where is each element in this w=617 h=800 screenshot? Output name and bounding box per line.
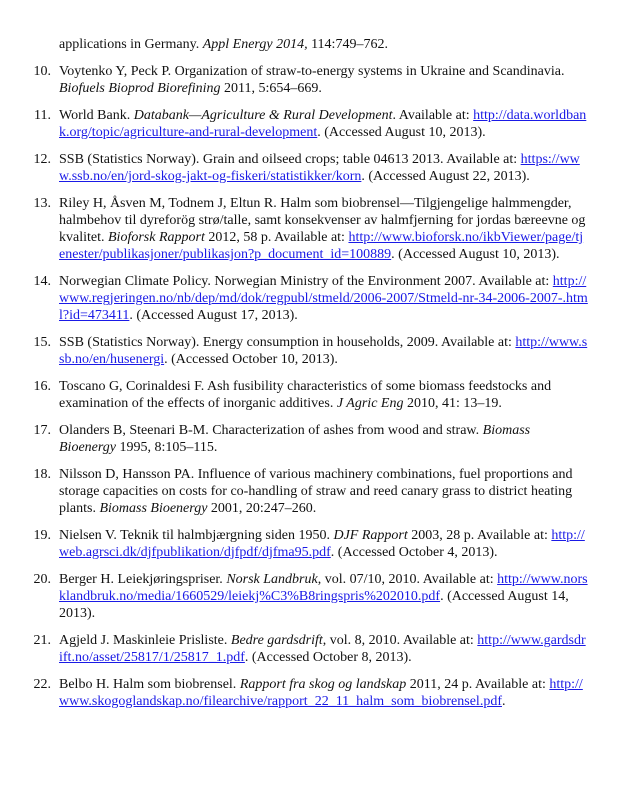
reference-accessed: . (Accessed August 10, 2013).: [317, 125, 486, 140]
reference-body: [59, 632, 589, 666]
reference-authors-title: World Bank.: [59, 108, 134, 123]
reference-body: [59, 571, 589, 622]
reference-body: [59, 107, 589, 141]
reference-number: 13.: [33, 196, 51, 211]
reference-link[interactable]: http://www.gardsdrift.no/asset/25817/1/25817_1.pdf: [59, 633, 586, 665]
reference-body: [59, 378, 589, 412]
reference-details: . Available at:: [392, 108, 474, 123]
reference-number: 16.: [33, 379, 51, 394]
reference-details: 2011, 5:654–669.: [220, 81, 322, 96]
reference-item: [0, 107, 617, 141]
reference-number: 11.: [34, 108, 51, 123]
reference-item: [0, 422, 617, 456]
reference-source: Bedre gardsdrift: [230, 633, 323, 648]
reference-source: Biomass Bioenergy: [99, 501, 208, 516]
reference-number: 10.: [33, 64, 51, 79]
reference-source: J Agric Eng: [336, 396, 404, 411]
reference-details: 1995, 8:105–115.: [116, 440, 218, 455]
reference-item: [0, 676, 617, 710]
reference-authors-title: Berger H. Leiekjøringspriser.: [59, 572, 227, 587]
reference-body: [59, 527, 589, 561]
reference-number: 19.: [33, 528, 51, 543]
reference-item: [0, 378, 617, 412]
reference-authors-title: Agjeld J. Maskinleie Prisliste.: [59, 633, 231, 648]
reference-body: [59, 422, 589, 456]
reference-authors-title: Nielsen V. Teknik til halmbjærgning siden 1950.: [59, 528, 334, 543]
reference-accessed: . (Accessed August 14, 2013).: [59, 589, 569, 621]
reference-details: 2003, 28 p. Available at:: [407, 528, 552, 543]
reference-body: [59, 63, 589, 97]
reference-accessed: . (Accessed August 17, 2013).: [129, 308, 298, 323]
reference-body: [59, 334, 589, 368]
reference-number: 17.: [33, 423, 51, 438]
reference-details: 2012, 58 p. Available at:: [204, 230, 349, 245]
reference-authors-title: Voytenko Y, Peck P. Organization of straw-to-energy systems in Ukraine and Scandinavia.: [59, 64, 565, 79]
reference-details: 2011, 24 p. Available at:: [406, 677, 550, 692]
continuation-journal: Appl Energy 2014,: [202, 37, 308, 52]
continuation-text: applications in Germany.: [59, 37, 203, 52]
reference-link[interactable]: http://web.agrsci.dk/djfpublikation/djfpdf/djfma95.pdf: [59, 528, 585, 560]
reference-authors-title: Norwegian Climate Policy. Norwegian Ministry of the Environment 2007. Available at:: [59, 274, 553, 289]
reference-link[interactable]: http://www.norsklandbruk.no/media/1660529/leiekj%C3%B8ringspris%202010.pdf: [59, 572, 588, 604]
reference-item: [0, 571, 617, 622]
reference-body: [59, 195, 589, 263]
reference-link[interactable]: http://www.ssb.no/en/husenergi: [59, 335, 588, 367]
reference-number: 21.: [33, 633, 51, 648]
reference-source: DJF Rapport: [333, 528, 408, 543]
reference-accessed: . (Accessed August 10, 2013).: [391, 247, 560, 262]
reference-item: [0, 466, 617, 517]
reference-continuation: [59, 36, 617, 53]
reference-number: 15.: [33, 335, 51, 350]
reference-item: [0, 63, 617, 97]
reference-accessed: . (Accessed August 22, 2013).: [361, 169, 530, 184]
references: [0, 63, 617, 710]
reference-source: Databank—Agriculture & Rural Development: [133, 108, 393, 123]
reference-body: [59, 466, 589, 517]
reference-details: , vol. 8, 2010. Available at:: [322, 633, 478, 648]
reference-source: Biomass Bioenergy: [59, 423, 531, 455]
reference-source: Rapport fra skog og landskap: [239, 677, 407, 692]
reference-link[interactable]: http://www.bioforsk.no/ikbViewer/page/tjenester/publikasjoner/publikasjon?p_document_id=100889: [59, 230, 584, 262]
reference-list: [0, 36, 617, 720]
reference-number: 12.: [33, 152, 51, 167]
reference-accessed: . (Accessed October 4, 2013).: [330, 545, 498, 560]
reference-item: [0, 527, 617, 561]
reference-authors-title: Olanders B, Steenari B-M. Characterization of ashes from wood and straw.: [59, 423, 483, 438]
continuation-rest: 114:749–762.: [307, 37, 388, 52]
reference-number: 18.: [33, 467, 51, 482]
reference-source: Norsk Landbruk: [226, 572, 318, 587]
reference-authors-title: Belbo H. Halm som biobrensel.: [59, 677, 240, 692]
reference-authors-title: Riley H, Åsven M, Todnem J, Eltun R. Halm som biobrensel—Tilgjengelige halmmengder, halmbehov til dyreforög strø/talle, samt konsekvenser av halmfjerning for jordas bæreevne og kvalitet.: [59, 196, 586, 245]
reference-item: [0, 334, 617, 368]
reference-source: Bioforsk Rapport: [108, 230, 205, 245]
reference-authors-title: Toscano G, Corinaldesi F. Ash fusibility characteristics of some biomass feedstocks and examination of the effects of inorganic additives.: [59, 379, 552, 411]
reference-number: 20.: [33, 572, 51, 587]
reference-authors-title: Nilsson D, Hansson PA. Influence of various machinery combinations, fuel proportions and storage capacities on costs for co-handling of straw and reed canary grass to district heating plants.: [59, 467, 573, 516]
reference-link[interactable]: http://www.skogoglandskap.no/filearchive/rapport_22_11_halm_som_biobrensel.pdf: [59, 677, 583, 709]
reference-accessed: . (Accessed October 8, 2013).: [244, 650, 412, 665]
reference-accessed: .: [501, 694, 506, 709]
reference-item: [0, 195, 617, 263]
reference-number: 22.: [33, 677, 51, 692]
reference-link[interactable]: http://www.regjeringen.no/nb/dep/md/dok/regpubl/stmeld/2006-2007/Stmeld-nr-34-2006-2007-.html?id=473411: [59, 274, 588, 323]
reference-item: [0, 632, 617, 666]
reference-link[interactable]: http://data.worldbank.org/topic/agriculture-and-rural-development: [59, 108, 587, 140]
reference-source: Biofuels Bioprod Biorefining: [59, 81, 221, 96]
reference-body: [59, 273, 589, 324]
reference-authors-title: SSB (Statistics Norway). Grain and oilseed crops; table 04613 2013. Available at:: [59, 152, 521, 167]
reference-item: [0, 151, 617, 185]
reference-link[interactable]: https://www.ssb.no/en/jord-skog-jakt-og-fiskeri/statistikker/korn: [59, 152, 580, 184]
reference-body: [59, 151, 589, 185]
reference-number: 14.: [33, 274, 51, 289]
reference-details: 2001, 20:247–260.: [207, 501, 317, 516]
reference-accessed: . (Accessed October 10, 2013).: [164, 352, 338, 367]
reference-details: , vol. 07/10, 2010. Available at:: [317, 572, 498, 587]
reference-authors-title: SSB (Statistics Norway). Energy consumption in households, 2009. Available at:: [59, 335, 516, 350]
reference-details: 2010, 41: 13–19.: [403, 396, 502, 411]
reference-item: [0, 273, 617, 324]
reference-body: [59, 676, 589, 710]
